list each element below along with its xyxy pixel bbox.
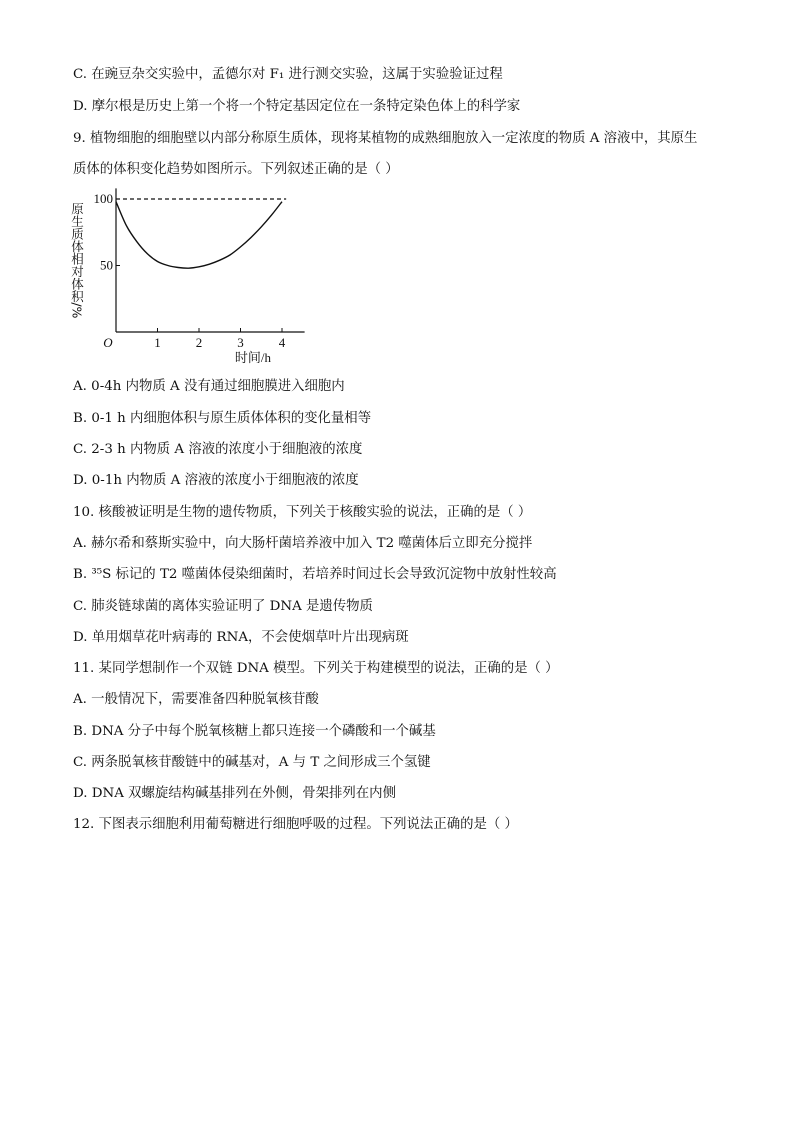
x-tick-label: 1 [154, 335, 161, 350]
x-tick-label: 3 [237, 335, 244, 350]
protoplast-volume-chart [64, 190, 314, 370]
option-d-q10: D. 单用烟草花叶病毒的 RNA，不会使烟草叶片出现病斑 [73, 630, 409, 645]
option-b-q11: B. DNA 分子中每个脱氧核糖上都只连接一个磷酸和一个碱基 [73, 724, 436, 739]
question-10-stem: 10. 核酸被证明是生物的遗传物质，下列关于核酸实验的说法，正确的是（ ） [73, 505, 532, 520]
option-d-q8: D. 摩尔根是历史上第一个将一个特定基因定位在一条特定染色体上的科学家 [73, 99, 521, 114]
option-c-q8: C. 在豌豆杂交实验中，孟德尔对 F₁ 进行测交实验，这属于实验验证过程 [73, 67, 503, 82]
option-b-q10: B. ³⁵S 标记的 T2 噬菌体侵染细菌时，若培养时间过长会导致沉淀物中放射性较高 [73, 567, 557, 582]
option-c-q10: C. 肺炎链球菌的离体实验证明了 DNA 是遗传物质 [73, 599, 373, 614]
option-c-q11: C. 两条脱氧核苷酸链中的碱基对，A 与 T 之间形成三个氢键 [73, 755, 431, 770]
y-axis-title: 原生质体相对体积/% [69, 202, 85, 319]
option-a-q11: A. 一般情况下，需要准备四种脱氧核苷酸 [73, 692, 319, 707]
option-a-q10: A. 赫尔希和蔡斯实验中，向大肠杆菌培养液中加入 T2 噬菌体后立即充分搅拌 [73, 536, 533, 551]
y-tick-label: 50 [100, 257, 113, 273]
option-c-q9: C. 2-3 h 内物质 A 溶液的浓度小于细胞液的浓度 [73, 442, 363, 457]
question-12-stem: 12. 下图表示细胞利用葡萄糖进行细胞呼吸的过程。下列说法正确的是（ ） [73, 817, 518, 832]
x-tick-label: 2 [195, 335, 203, 350]
chart-svg [64, 190, 314, 370]
series-curve [116, 202, 282, 269]
origin-label: O [103, 335, 113, 350]
option-d-q9: D. 0-1h 内物质 A 溶液的浓度小于细胞液的浓度 [73, 473, 359, 488]
option-d-q11: D. DNA 双螺旋结构碱基排列在外侧，骨架排列在内侧 [73, 786, 396, 801]
option-b-q9: B. 0-1 h 内细胞体积与原生质体体积的变化量相等 [73, 411, 372, 426]
y-tick-label: 100 [93, 191, 113, 206]
question-9-stem: 9. 植物细胞的细胞壁以内部分称原生质体，现将某植物的成熟细胞放入一定浓度的物质 A 溶液中，其原生 [73, 131, 698, 146]
question-9-stem-cont: 质体的体积变化趋势如图所示。下列叙述正确的是（ ） [73, 162, 399, 177]
x-axis-title: 时间/h [234, 350, 272, 365]
option-a-q9: A. 0-4h 内物质 A 没有通过细胞膜进入细胞内 [73, 379, 345, 394]
x-tick-label: 4 [278, 335, 286, 350]
question-11-stem: 11. 某同学想制作一个双链 DNA 模型。下列关于构建模型的说法，正确的是（ ） [73, 661, 559, 676]
